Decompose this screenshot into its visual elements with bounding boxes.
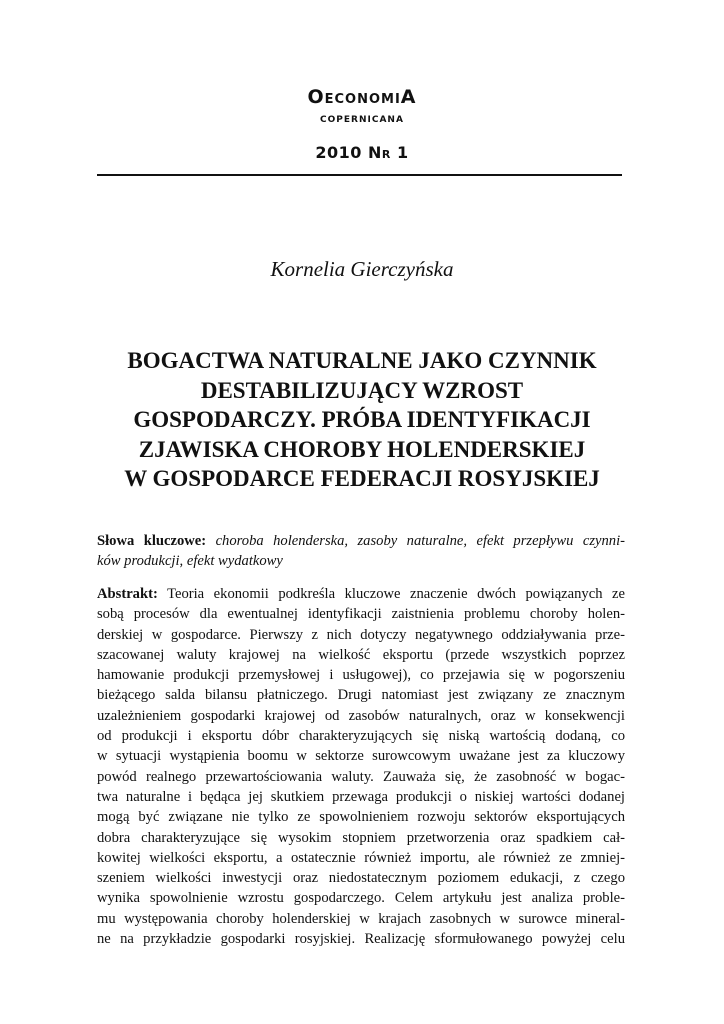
abstract-line: derskiej w gospodarce. Pierwszy z nich dotyczy negatywnego oddziaływania prze- — [97, 626, 625, 643]
keywords-label: Słowa kluczowe: — [97, 533, 207, 549]
title-line: DESTABILIZUJĄCY WZROST — [200, 377, 524, 403]
abstract-line: bieżącego salda bilansu płatniczego. Drugi natomiast jest związany ze znacznym — [97, 687, 625, 704]
issue-number: 2010 Nr 1 — [315, 143, 409, 162]
abstract-line: hamowanie produkcji przemysłowej i usługowej), co przejawia się w pogorszeniu — [97, 667, 625, 684]
abstract-line: wynika spowolnienie wzrostu gospodarczego. Celem artykułu jest analiza proble- — [97, 890, 625, 907]
keywords-text: choroba holenderska, zasoby naturalne, efekt przepływu czynni- — [215, 533, 625, 549]
abstract-line: sobą procesów dla ewentualnej identyfikacji zaistnienia problemu choroby holen- — [97, 606, 625, 623]
abstract-line — [97, 584, 625, 604]
abstract-line: dobra charakteryzujące się wysokim stopniem przetworzenia oraz spadkiem cał- — [97, 829, 625, 846]
abstract-line: powód realnego przewartościowania waluty. Zauważa się, że zasobność w bogac- — [97, 768, 625, 785]
title-line: W GOSPODARCE FEDERACJI ROSYJSKIEJ — [124, 466, 600, 491]
journal-subtitle: copernicana — [320, 111, 404, 126]
abstract-line: szacowanej waluty krajowej na wielkość eksportu (przede wszystkich poprzez — [97, 646, 625, 663]
abstract-line: mu występowania choroby holenderskiej w krajach zasobnych w surowce mineral- — [97, 910, 625, 927]
journal-masthead — [0, 86, 724, 162]
keywords-line: ków produkcji, efekt wydatkowy — [97, 553, 283, 570]
keywords-section — [97, 531, 625, 572]
title-line: GOSPODARCZY. PRÓBA IDENTYFIKACJI — [133, 407, 591, 432]
article-title — [90, 346, 634, 494]
keywords-line — [97, 531, 625, 551]
abstract-line: twa naturalne i będąca jej skutkiem przewaga produkcji o niskiej wartości dodanej — [97, 788, 625, 805]
abstract-line: kowitej wielkości eksportu, a ostatecznie również importu, ale również ze zmniej- — [97, 849, 625, 866]
abstract-line: ne na przykładzie gospodarki rosyjskiej. Realizację sformułowanego powyżej celu — [97, 931, 625, 948]
title-line: BOGACTWA NATURALNE JAKO CZYNNIK — [127, 348, 597, 373]
journal-name: OeconomiA — [307, 86, 417, 108]
abstract-label: Abstrakt: — [97, 586, 158, 602]
abstract-line: szeniem wielkości inwestycji oraz niedostatecznym poziomem edukacji, z czego — [97, 870, 625, 887]
abstract-text: Teoria ekonomii podkreśla kluczowe znaczenie dwóch powiązanych ze — [167, 586, 625, 602]
abstract-line: w sytuacji wystąpienia boomu w sektorze surowcowym uważane jest za kluczowy — [97, 748, 625, 765]
abstract-line: mogą być związane nie tylko ze spowolnieniem rozwoju sektorów eksportujących — [97, 809, 625, 826]
title-line: ZJAWISKA CHOROBY HOLENDERSKIEJ — [138, 436, 586, 462]
abstract-line: od produkcji i eksportu dóbr charakteryzujących się niską wartością dodaną, co — [97, 728, 625, 745]
abstract-section — [97, 584, 625, 949]
header-rule — [97, 174, 622, 176]
author-name: Kornelia Gierczyńska — [270, 257, 454, 281]
abstract-line: uzależnieniem gospodarki krajowej od zasobów naturalnych, oraz w konsekwencji — [97, 707, 625, 724]
